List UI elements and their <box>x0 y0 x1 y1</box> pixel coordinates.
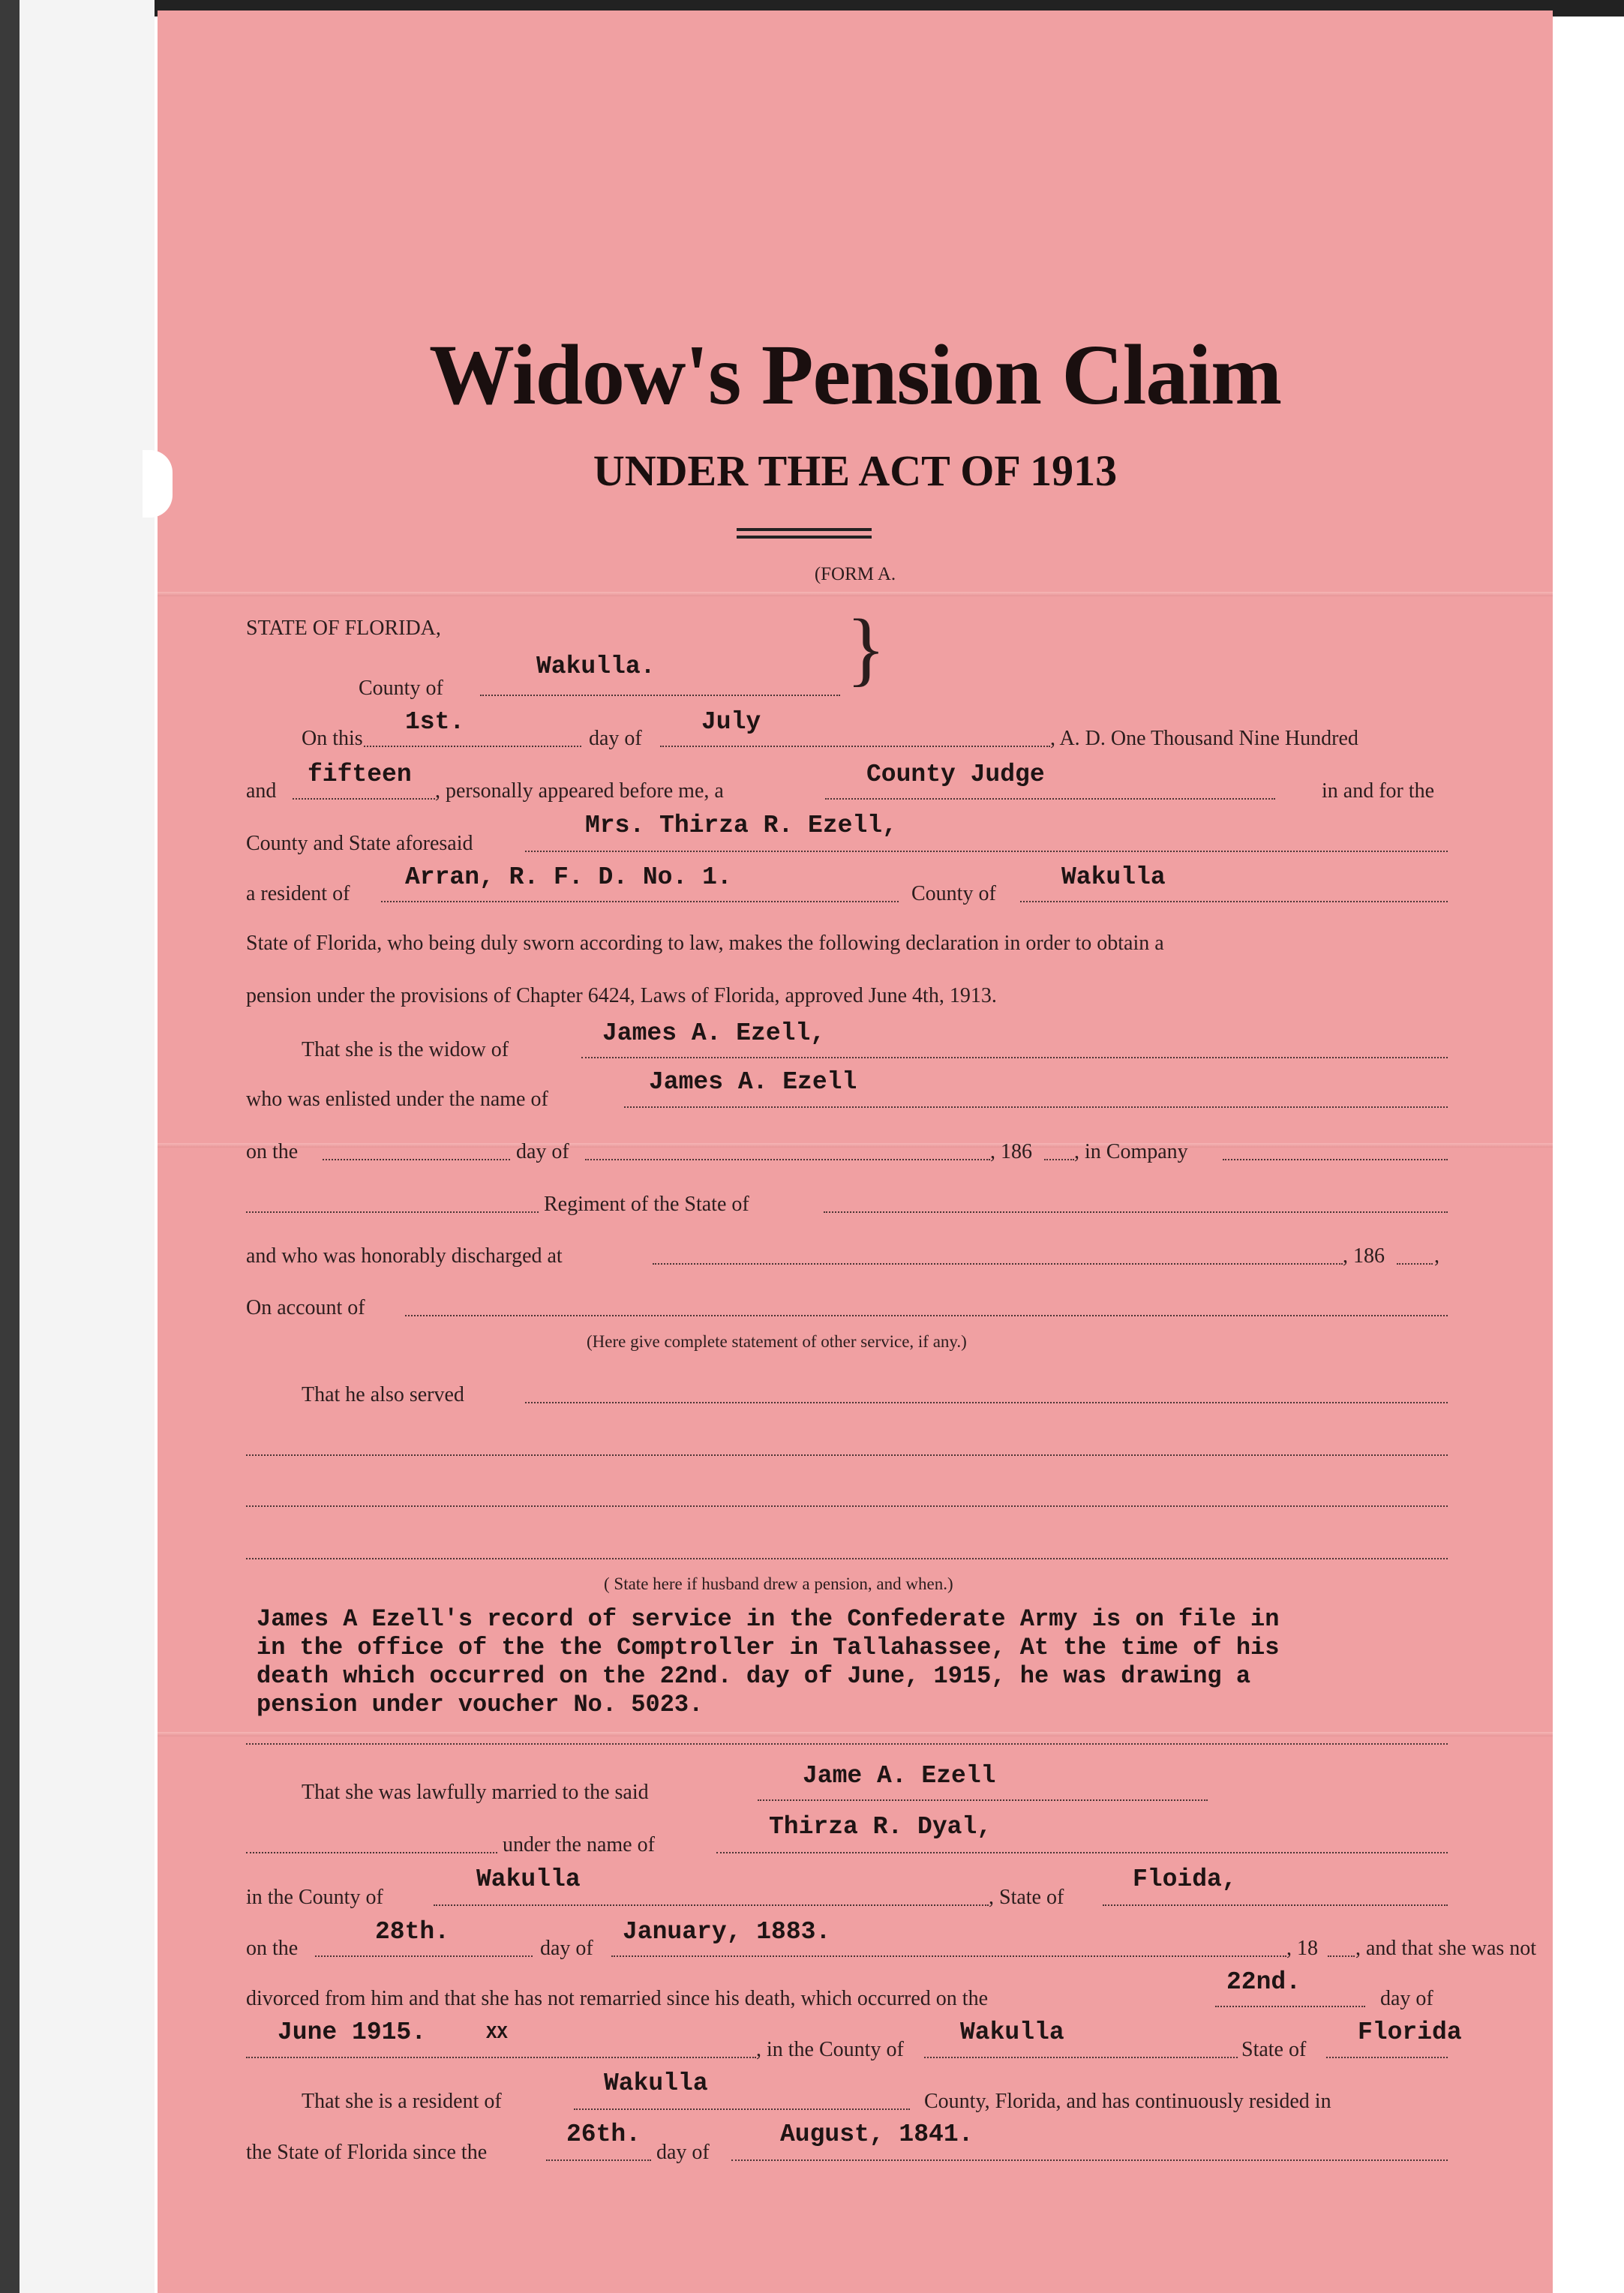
text-day-of: day of <box>656 2141 710 2164</box>
blank-line <box>1397 1263 1433 1265</box>
text-county-state: County and State aforesaid <box>246 832 473 855</box>
death-state-value: Florida <box>1358 2018 1462 2046</box>
marriage-county-line <box>434 1904 989 1906</box>
death-county-line <box>924 2057 1238 2058</box>
marriage-date-value: January, 1883. <box>623 1918 831 1946</box>
blank-line <box>1328 1955 1355 1957</box>
text-divorced: divorced from him and that she has not remarried since his death, which occurred on the <box>246 1987 989 2010</box>
venue-brace: } <box>846 602 886 694</box>
text-company: , in Company <box>1074 1140 1188 1163</box>
since-day-value: 26th. <box>566 2120 641 2148</box>
text-resident-of: a resident of <box>246 882 350 905</box>
text-declaration: State of Florida, who being duly sworn according to law, makes the following declaration in order to obtain a <box>246 932 1164 955</box>
blank-line <box>323 1159 510 1160</box>
marriage-day-value: 28th. <box>375 1918 450 1946</box>
text-on-account: On account of <box>246 1296 365 1319</box>
text-under-name: under the name of <box>503 1833 655 1856</box>
death-county-value: Wakulla <box>960 2018 1064 2046</box>
paper-fold <box>158 592 1553 596</box>
maiden-value: Thirza R. Dyal, <box>769 1813 992 1841</box>
text-comma: , <box>1434 1244 1439 1268</box>
since-day-line <box>546 2159 651 2161</box>
blank-line <box>246 1743 1448 1745</box>
note-other-service: (Here give complete statement of other service, if any.) <box>587 1332 967 1351</box>
marriage-day-line <box>315 1955 533 1957</box>
month-value: July <box>701 708 761 736</box>
text-married-to: That she was lawfully married to the said <box>302 1781 649 1804</box>
death-day-line <box>1215 2006 1365 2007</box>
text-day-of: day of <box>516 1140 569 1163</box>
marriage-state-line <box>1103 1904 1448 1906</box>
death-date-line <box>246 2057 756 2058</box>
enlisted-line <box>624 1106 1448 1108</box>
blank-line <box>585 1159 990 1160</box>
form-subtitle: UNDER THE ACT OF 1913 <box>593 446 1118 495</box>
text-statute: pension under the provisions of Chapter 6424, Laws of Florida, approved June 4th, 1913. <box>246 984 997 1007</box>
married-to-line <box>758 1799 1208 1801</box>
text-state-of: , State of <box>989 1886 1064 1909</box>
county-value: Wakulla. <box>536 653 656 680</box>
text-in-county: , in the County of <box>756 2038 904 2061</box>
blank-line <box>246 1558 1448 1559</box>
text-year-186: , 186 <box>990 1140 1032 1163</box>
blank-line <box>1044 1159 1074 1160</box>
text-day-of: day of <box>589 727 642 750</box>
official-line <box>825 798 1275 800</box>
husband-value: James A. Ezell, <box>602 1019 826 1047</box>
paper-fold <box>158 1732 1553 1736</box>
residence-value: Arran, R. F. D. No. 1. <box>405 863 732 891</box>
county-label: County of <box>359 677 443 700</box>
title-rule <box>737 528 872 531</box>
marriage-county-value: Wakulla <box>476 1865 581 1893</box>
death-date-value: June 1915. <box>278 2018 427 2046</box>
text-on-the: on the <box>246 1937 299 1960</box>
text-county-of: County of <box>911 882 996 905</box>
blank-line <box>824 1211 1448 1213</box>
since-date-line <box>731 2159 1448 2161</box>
blank-line <box>246 1211 539 1213</box>
official-value: County Judge <box>866 761 1045 788</box>
text-year-186: , 186 <box>1343 1244 1385 1268</box>
married-to-value: Jame A. Ezell <box>803 1762 996 1790</box>
text-discharged: and who was honorably discharged at <box>246 1244 563 1268</box>
text-on-the: on the <box>246 1140 299 1163</box>
enlisted-value: James A. Ezell <box>649 1068 857 1096</box>
res-county-value: Wakulla <box>1061 863 1166 891</box>
claimant-line <box>525 851 1448 852</box>
note-pension: ( State here if husband drew a pension, and when.) <box>604 1574 953 1593</box>
scan-left-edge <box>0 0 20 2293</box>
blank-line <box>246 1505 1448 1507</box>
state-label: STATE OF FLORIDA, <box>246 617 441 640</box>
blank-line <box>1223 1159 1448 1160</box>
text-in-county: in the County of <box>246 1886 383 1909</box>
text-on-this: On this <box>302 727 363 750</box>
blank-line <box>405 1315 1448 1316</box>
form-title: Widow's Pension Claim <box>428 327 1282 422</box>
text-resident: That she is a resident of <box>302 2090 502 2113</box>
blank-line <box>246 1454 1448 1456</box>
since-date-value: August, 1841. <box>780 2120 974 2148</box>
paper-tear <box>143 450 173 518</box>
scan-margin <box>20 0 155 2293</box>
text-year-18: , 18 <box>1286 1937 1318 1960</box>
paper-fold <box>158 1143 1553 1148</box>
text-year-phrase: , A. D. One Thousand Nine Hundred <box>1050 727 1358 750</box>
resident-county-line <box>574 2108 910 2110</box>
blank-line <box>246 1852 497 1853</box>
year-line <box>293 798 435 800</box>
text-day-of: day of <box>540 1937 593 1960</box>
text-regiment: Regiment of the State of <box>544 1193 749 1216</box>
text-appeared: , personally appeared before me, a <box>435 779 724 803</box>
title-rule <box>737 536 872 539</box>
blank-line <box>653 1263 1343 1265</box>
pension-claim-form <box>158 11 1553 2293</box>
text-also-served: That he also served <box>302 1383 464 1406</box>
text-in-and-for: in and for the <box>1322 779 1435 803</box>
form-label: (FORM A. <box>814 564 896 584</box>
residence-line <box>381 901 899 902</box>
death-day-value: 22nd. <box>1226 1968 1301 1996</box>
resident-county-value: Wakulla <box>604 2069 708 2097</box>
res-county-line <box>1020 901 1448 902</box>
month-line <box>660 746 1050 747</box>
blank-line <box>525 1402 1448 1403</box>
year-value: fifteen <box>308 761 412 788</box>
death-state-line <box>1326 2057 1448 2058</box>
text-widow-of: That she is the widow of <box>302 1038 509 1061</box>
text-since-the: the State of Florida since the <box>246 2141 488 2164</box>
statement-line: in the office of the the Comptroller in Tallahassee, At the time of his <box>257 1634 1280 1661</box>
marriage-date-line <box>611 1955 1286 1957</box>
statement-line: James A Ezell's record of service in the Confederate Army is on file in <box>257 1605 1280 1633</box>
marriage-state-value: Floida, <box>1133 1865 1237 1893</box>
statement-line: death which occurred on the 22nd. day of June, 1915, he was drawing a <box>257 1662 1251 1690</box>
text-enlisted-name: who was enlisted under the name of <box>246 1088 548 1111</box>
day-line <box>364 746 581 747</box>
text-and: and <box>246 779 277 803</box>
struck-mark: XX <box>486 2024 508 2044</box>
husband-line <box>581 1057 1448 1058</box>
claimant-value: Mrs. Thirza R. Ezell, <box>585 812 897 839</box>
text-not-divorced: , and that she was not <box>1355 1937 1537 1960</box>
text-continuously: County, Florida, and has continuously resided in <box>924 2090 1331 2113</box>
text-state-of: State of <box>1241 2038 1307 2061</box>
maiden-line <box>716 1852 1448 1853</box>
typed-pension-statement <box>257 1605 1502 1719</box>
text-day-of: day of <box>1380 1987 1433 2010</box>
county-line <box>480 695 840 696</box>
day-value: 1st. <box>405 708 465 736</box>
statement-line: pension under voucher No. 5023. <box>257 1691 704 1718</box>
